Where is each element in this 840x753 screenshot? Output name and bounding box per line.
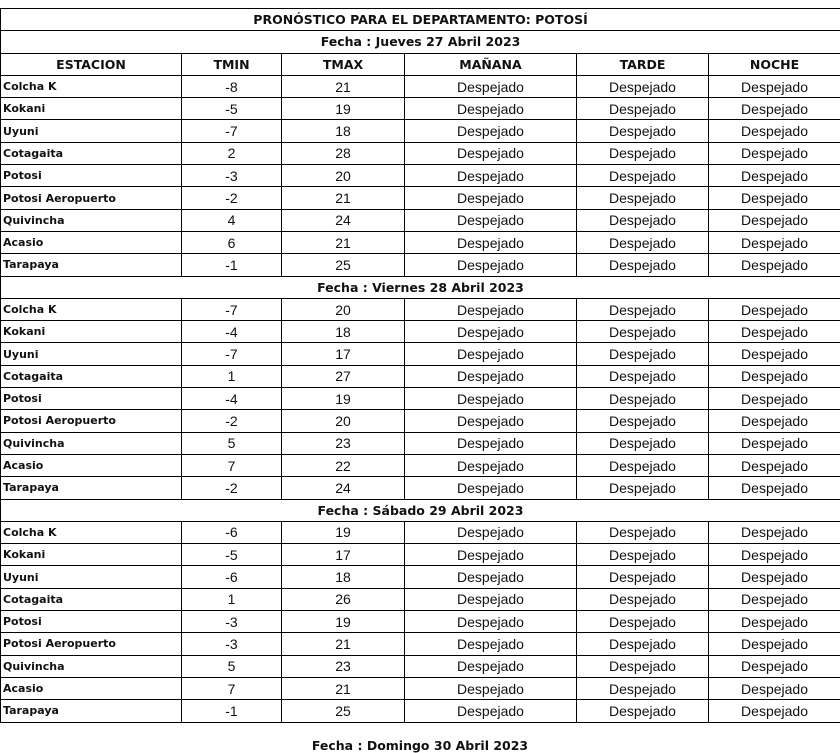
station-cell: Cotagaita (1, 142, 182, 164)
date-row (1, 499, 840, 521)
night-cell: Despejado (709, 633, 840, 655)
tmax-cell: 21 (282, 187, 405, 209)
tmin-cell: -5 (182, 544, 282, 566)
morning-cell: Despejado (405, 343, 577, 365)
tmax-cell: 20 (282, 298, 405, 320)
morning-cell: Despejado (405, 655, 577, 677)
table-row (1, 566, 840, 588)
afternoon-cell: Despejado (577, 677, 709, 699)
station-cell: Potosi Aeropuerto (1, 633, 182, 655)
morning-cell: Despejado (405, 521, 577, 543)
station-cell: Acasio (1, 677, 182, 699)
night-cell: Despejado (709, 432, 840, 454)
column-header-afternoon: TARDE (577, 53, 709, 75)
afternoon-cell: Despejado (577, 432, 709, 454)
forecast-table (0, 8, 840, 723)
tmin-cell: -5 (182, 98, 282, 120)
morning-cell: Despejado (405, 321, 577, 343)
morning-cell: Despejado (405, 410, 577, 432)
morning-cell: Despejado (405, 209, 577, 231)
title-row (1, 9, 840, 31)
station-cell: Colcha K (1, 298, 182, 320)
table-title: PRONÓSTICO PARA EL DEPARTAMENTO: POTOSÍ (1, 9, 840, 31)
tmin-cell: -4 (182, 388, 282, 410)
tmin-cell: -1 (182, 700, 282, 722)
tmax-cell: 24 (282, 209, 405, 231)
tmax-cell: 21 (282, 75, 405, 97)
date-row (1, 276, 840, 298)
tmin-cell: -3 (182, 633, 282, 655)
tmin-cell: 4 (182, 209, 282, 231)
tmax-cell: 23 (282, 432, 405, 454)
tmin-cell: 1 (182, 365, 282, 387)
morning-cell: Despejado (405, 611, 577, 633)
morning-cell: Despejado (405, 388, 577, 410)
tmax-cell: 17 (282, 544, 405, 566)
night-cell: Despejado (709, 142, 840, 164)
night-cell: Despejado (709, 611, 840, 633)
morning-cell: Despejado (405, 566, 577, 588)
column-header-station: ESTACION (1, 53, 182, 75)
afternoon-cell: Despejado (577, 477, 709, 499)
night-cell: Despejado (709, 588, 840, 610)
tmax-cell: 19 (282, 521, 405, 543)
station-cell: Tarapaya (1, 254, 182, 276)
morning-cell: Despejado (405, 588, 577, 610)
station-cell: Acasio (1, 231, 182, 253)
morning-cell: Despejado (405, 700, 577, 722)
morning-cell: Despejado (405, 633, 577, 655)
night-cell: Despejado (709, 120, 840, 142)
night-cell: Despejado (709, 388, 840, 410)
night-cell: Despejado (709, 165, 840, 187)
night-cell: Despejado (709, 98, 840, 120)
night-cell: Despejado (709, 298, 840, 320)
night-cell: Despejado (709, 477, 840, 499)
afternoon-cell: Despejado (577, 588, 709, 610)
tmax-cell: 25 (282, 700, 405, 722)
station-cell: Uyuni (1, 343, 182, 365)
table-row (1, 165, 840, 187)
night-cell: Despejado (709, 566, 840, 588)
table-row (1, 655, 840, 677)
night-cell: Despejado (709, 677, 840, 699)
date-row (1, 31, 840, 53)
table-row (1, 187, 840, 209)
tmin-cell: -1 (182, 254, 282, 276)
afternoon-cell: Despejado (577, 365, 709, 387)
table-row (1, 388, 840, 410)
night-cell: Despejado (709, 454, 840, 476)
afternoon-cell: Despejado (577, 388, 709, 410)
tmax-cell: 18 (282, 321, 405, 343)
tmax-cell: 17 (282, 343, 405, 365)
table-row (1, 343, 840, 365)
night-cell: Despejado (709, 231, 840, 253)
station-cell: Potosi (1, 165, 182, 187)
morning-cell: Despejado (405, 98, 577, 120)
tmin-cell: -2 (182, 410, 282, 432)
night-cell: Despejado (709, 521, 840, 543)
table-row (1, 142, 840, 164)
morning-cell: Despejado (405, 142, 577, 164)
station-cell: Quivincha (1, 432, 182, 454)
afternoon-cell: Despejado (577, 700, 709, 722)
tmax-cell: 21 (282, 633, 405, 655)
station-cell: Colcha K (1, 521, 182, 543)
table-row (1, 677, 840, 699)
table-row (1, 477, 840, 499)
table-row (1, 254, 840, 276)
night-cell: Despejado (709, 321, 840, 343)
tmax-cell: 25 (282, 254, 405, 276)
afternoon-cell: Despejado (577, 611, 709, 633)
morning-cell: Despejado (405, 231, 577, 253)
morning-cell: Despejado (405, 544, 577, 566)
table-row (1, 432, 840, 454)
tmax-cell: 18 (282, 120, 405, 142)
date-heading: Fecha : Sábado 29 Abril 2023 (1, 499, 840, 521)
night-cell: Despejado (709, 187, 840, 209)
morning-cell: Despejado (405, 454, 577, 476)
morning-cell: Despejado (405, 187, 577, 209)
tmax-cell: 20 (282, 410, 405, 432)
column-header-tmax: TMAX (282, 53, 405, 75)
tmax-cell: 19 (282, 611, 405, 633)
station-cell: Acasio (1, 454, 182, 476)
station-cell: Potosi (1, 388, 182, 410)
table-row (1, 209, 840, 231)
afternoon-cell: Despejado (577, 298, 709, 320)
tmax-cell: 28 (282, 142, 405, 164)
afternoon-cell: Despejado (577, 98, 709, 120)
afternoon-cell: Despejado (577, 75, 709, 97)
afternoon-cell: Despejado (577, 165, 709, 187)
table-row (1, 321, 840, 343)
date-heading: Fecha : Viernes 28 Abril 2023 (1, 276, 840, 298)
morning-cell: Despejado (405, 365, 577, 387)
tmin-cell: -6 (182, 566, 282, 588)
morning-cell: Despejado (405, 477, 577, 499)
date-heading: Fecha : Jueves 27 Abril 2023 (1, 31, 840, 53)
station-cell: Kokani (1, 321, 182, 343)
table-row (1, 633, 840, 655)
night-cell: Despejado (709, 209, 840, 231)
afternoon-cell: Despejado (577, 655, 709, 677)
station-cell: Kokani (1, 98, 182, 120)
night-cell: Despejado (709, 365, 840, 387)
tmax-cell: 21 (282, 677, 405, 699)
tmax-cell: 21 (282, 231, 405, 253)
night-cell: Despejado (709, 655, 840, 677)
morning-cell: Despejado (405, 298, 577, 320)
tmax-cell: 18 (282, 566, 405, 588)
header-row (1, 53, 840, 75)
column-header-tmin: TMIN (182, 53, 282, 75)
afternoon-cell: Despejado (577, 521, 709, 543)
station-cell: Cotagaita (1, 588, 182, 610)
table-row (1, 120, 840, 142)
tmin-cell: -7 (182, 120, 282, 142)
night-cell: Despejado (709, 75, 840, 97)
station-cell: Potosi Aeropuerto (1, 187, 182, 209)
table-row (1, 454, 840, 476)
afternoon-cell: Despejado (577, 566, 709, 588)
tmin-cell: 6 (182, 231, 282, 253)
tmax-cell: 27 (282, 365, 405, 387)
tmin-cell: -8 (182, 75, 282, 97)
morning-cell: Despejado (405, 432, 577, 454)
afternoon-cell: Despejado (577, 544, 709, 566)
morning-cell: Despejado (405, 677, 577, 699)
station-cell: Cotagaita (1, 365, 182, 387)
morning-cell: Despejado (405, 254, 577, 276)
night-cell: Despejado (709, 410, 840, 432)
station-cell: Potosi (1, 611, 182, 633)
tmax-cell: 24 (282, 477, 405, 499)
station-cell: Tarapaya (1, 700, 182, 722)
tmin-cell: -6 (182, 521, 282, 543)
night-cell: Despejado (709, 254, 840, 276)
morning-cell: Despejado (405, 120, 577, 142)
afternoon-cell: Despejado (577, 209, 709, 231)
table-row (1, 521, 840, 543)
station-cell: Uyuni (1, 120, 182, 142)
tmin-cell: 7 (182, 677, 282, 699)
table-row (1, 298, 840, 320)
morning-cell: Despejado (405, 165, 577, 187)
station-cell: Potosi Aeropuerto (1, 410, 182, 432)
morning-cell: Despejado (405, 75, 577, 97)
table-row (1, 231, 840, 253)
tmax-cell: 19 (282, 388, 405, 410)
station-cell: Colcha K (1, 75, 182, 97)
tmin-cell: 2 (182, 142, 282, 164)
table-row (1, 410, 840, 432)
next-day-heading: Fecha : Domingo 30 Abril 2023 (0, 739, 840, 753)
table-row (1, 611, 840, 633)
column-header-morning: MAÑANA (405, 53, 577, 75)
station-cell: Tarapaya (1, 477, 182, 499)
station-cell: Quivincha (1, 209, 182, 231)
tmin-cell: -3 (182, 165, 282, 187)
column-header-night: NOCHE (709, 53, 840, 75)
table-row (1, 365, 840, 387)
tmin-cell: -4 (182, 321, 282, 343)
afternoon-cell: Despejado (577, 633, 709, 655)
tmax-cell: 26 (282, 588, 405, 610)
tmax-cell: 22 (282, 454, 405, 476)
table-row (1, 75, 840, 97)
tmax-cell: 20 (282, 165, 405, 187)
tmin-cell: -7 (182, 343, 282, 365)
tmin-cell: -2 (182, 187, 282, 209)
afternoon-cell: Despejado (577, 410, 709, 432)
tmin-cell: -7 (182, 298, 282, 320)
tmin-cell: 5 (182, 432, 282, 454)
afternoon-cell: Despejado (577, 321, 709, 343)
tmin-cell: -2 (182, 477, 282, 499)
table-row (1, 700, 840, 722)
afternoon-cell: Despejado (577, 231, 709, 253)
table-row (1, 544, 840, 566)
table-row (1, 588, 840, 610)
tmin-cell: 1 (182, 588, 282, 610)
night-cell: Despejado (709, 343, 840, 365)
tmin-cell: 7 (182, 454, 282, 476)
station-cell: Kokani (1, 544, 182, 566)
night-cell: Despejado (709, 544, 840, 566)
afternoon-cell: Despejado (577, 454, 709, 476)
afternoon-cell: Despejado (577, 187, 709, 209)
afternoon-cell: Despejado (577, 142, 709, 164)
table-row (1, 98, 840, 120)
tmin-cell: -3 (182, 611, 282, 633)
afternoon-cell: Despejado (577, 343, 709, 365)
station-cell: Uyuni (1, 566, 182, 588)
tmax-cell: 19 (282, 98, 405, 120)
afternoon-cell: Despejado (577, 254, 709, 276)
tmin-cell: 5 (182, 655, 282, 677)
station-cell: Quivincha (1, 655, 182, 677)
night-cell: Despejado (709, 700, 840, 722)
tmax-cell: 23 (282, 655, 405, 677)
afternoon-cell: Despejado (577, 120, 709, 142)
